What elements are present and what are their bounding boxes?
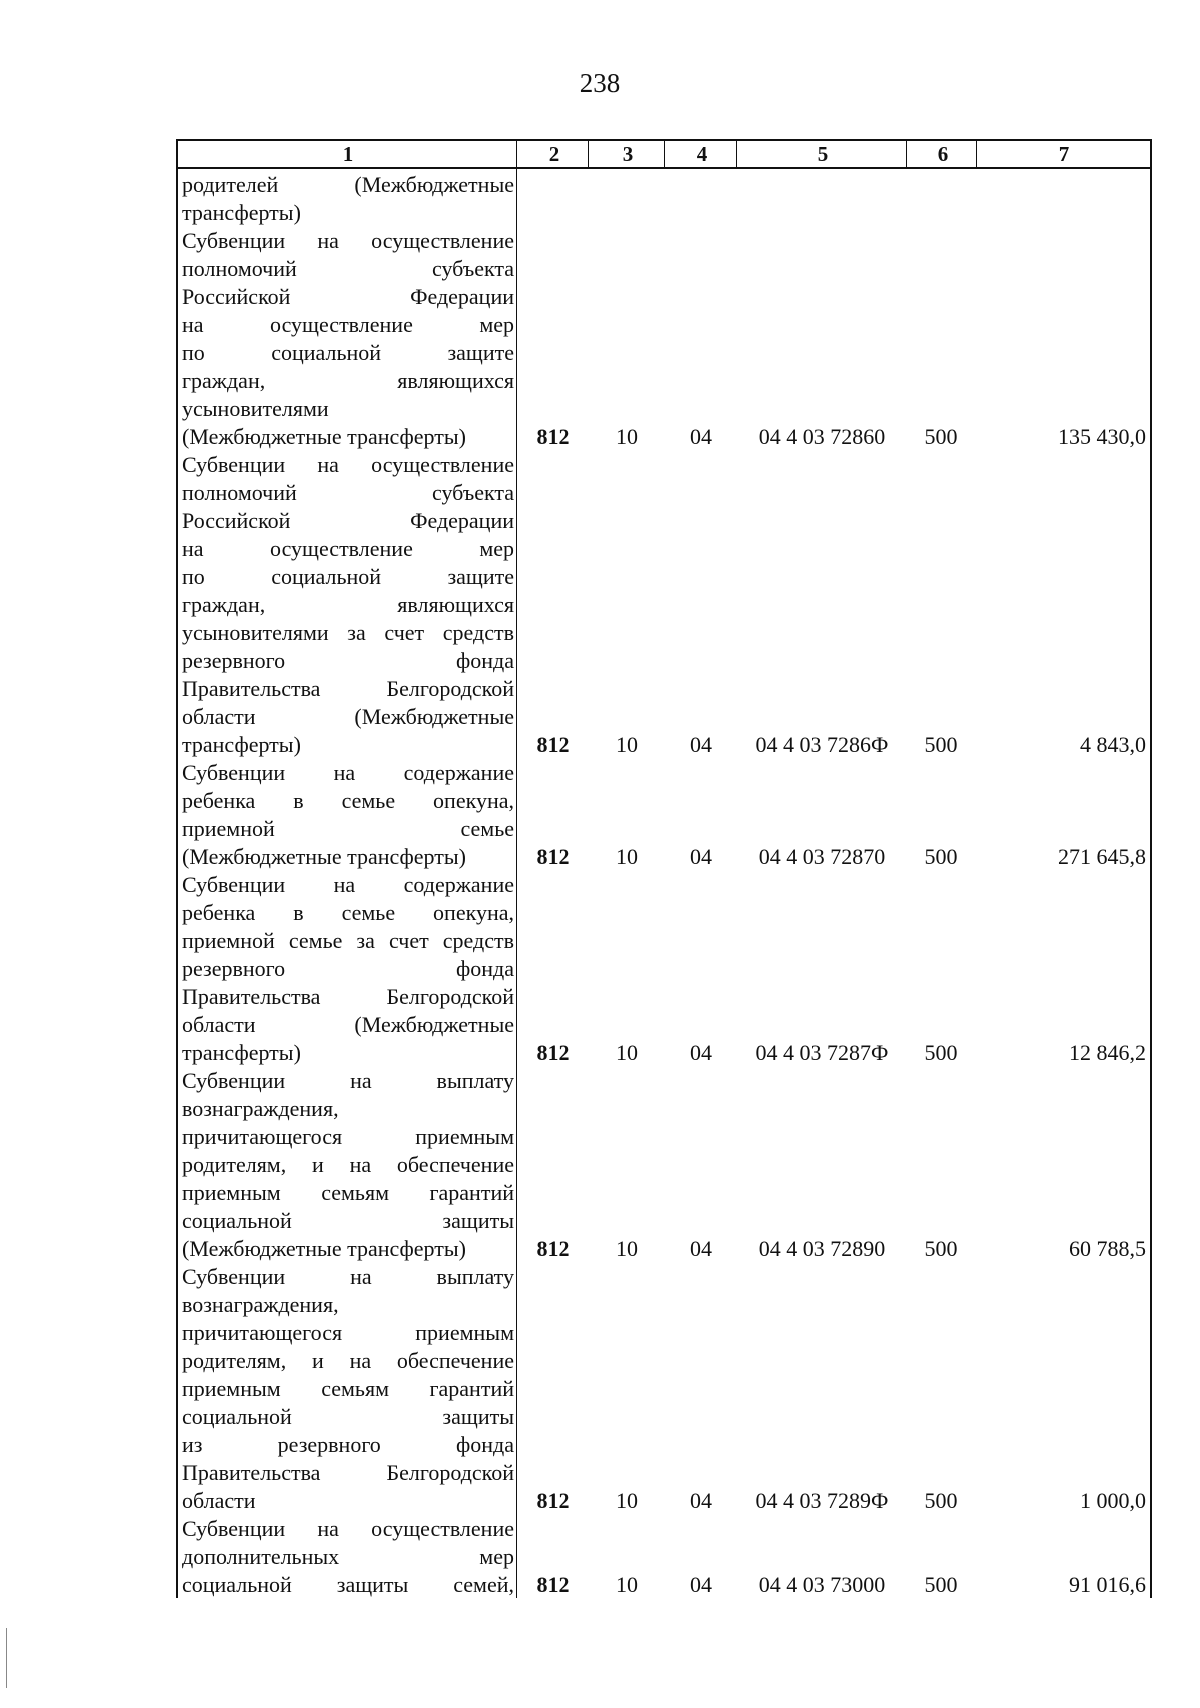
description-line: граждан, являющихся: [182, 592, 514, 617]
header-col-5: 5: [817, 142, 829, 166]
description-line: приемной семье за счет средств: [182, 928, 514, 953]
description-line: (Межбюджетные трансферты): [182, 1236, 466, 1261]
target-article-code: 04 4 03 72870: [758, 844, 886, 869]
table-header: [178, 139, 1150, 169]
amount: 4 843,0: [1080, 732, 1146, 757]
row-description: [182, 227, 514, 451]
section-code: 10: [616, 1488, 638, 1513]
row-description: [182, 451, 514, 759]
description-line: приемным семьям гарантий: [182, 1180, 514, 1205]
description-line: из резервного фонда: [182, 1432, 514, 1457]
header-divider: [976, 141, 977, 167]
description-line: вознаграждения,: [182, 1096, 339, 1121]
description-line: приемным семьям гарантий: [182, 1376, 514, 1401]
expense-type-code: 500: [924, 1040, 958, 1065]
ministry-code: 812: [536, 1236, 570, 1261]
description-line: Субвенции на осуществление: [182, 228, 514, 253]
row-description: [182, 171, 514, 227]
description-line: Субвенции на осуществление: [182, 1516, 514, 1541]
description-line: причитающегося приемным: [182, 1124, 514, 1149]
description-line: Российской Федерации: [182, 508, 514, 533]
expense-type-code: 500: [924, 1236, 958, 1261]
header-divider: [516, 141, 517, 167]
amount: 91 016,6: [1069, 1572, 1146, 1597]
amount: 1 000,0: [1080, 1488, 1146, 1513]
description-line: Субвенции на выплату: [182, 1264, 514, 1289]
header-col-6: 6: [937, 142, 949, 166]
description-line: причитающегося приемным: [182, 1320, 514, 1345]
target-article-code: 04 4 03 7286Ф: [755, 732, 889, 757]
description-line: по социальной защите: [182, 564, 514, 589]
description-line: дополнительных мер: [182, 1544, 514, 1569]
header-divider: [664, 141, 665, 167]
target-article-code: 04 4 03 7289Ф: [755, 1488, 889, 1513]
description-line: Российской Федерации: [182, 284, 514, 309]
description-line: родителей (Межбюджетные: [182, 172, 514, 197]
description-line: Правительства Белгородской: [182, 984, 514, 1009]
description-line: области: [182, 1488, 256, 1513]
row-description: [182, 871, 514, 1067]
section-code: 10: [616, 1572, 638, 1597]
ministry-code: 812: [536, 1488, 570, 1513]
section-code: 10: [616, 732, 638, 757]
subsection-code: 04: [690, 844, 712, 869]
description-line: ребенка в семье опекуна,: [182, 900, 514, 925]
description-line: усыновителями: [182, 396, 329, 421]
description-line: трансферты): [182, 1040, 301, 1065]
description-line: приемной семье: [182, 816, 514, 841]
description-line: Субвенции на содержание: [182, 760, 514, 785]
ministry-code: 812: [536, 844, 570, 869]
description-line: Правительства Белгородской: [182, 676, 514, 701]
description-line: граждан, являющихся: [182, 368, 514, 393]
description-line: Правительства Белгородской: [182, 1460, 514, 1485]
ministry-code: 812: [536, 1040, 570, 1065]
expense-type-code: 500: [924, 1572, 958, 1597]
amount: 60 788,5: [1069, 1236, 1146, 1261]
budget-table: [176, 139, 1152, 1598]
row-description: [182, 1263, 514, 1515]
amount: 271 645,8: [1058, 844, 1146, 869]
description-line: социальной защиты: [182, 1208, 514, 1233]
description-line: ребенка в семье опекуна,: [182, 788, 514, 813]
page-number: 238: [579, 68, 621, 98]
description-line: социальной защиты: [182, 1404, 514, 1429]
description-line: трансферты): [182, 732, 301, 757]
description-line: резервного фонда: [182, 648, 514, 673]
target-article-code: 04 4 03 73000: [758, 1572, 886, 1597]
ministry-code: 812: [536, 1572, 570, 1597]
description-line: социальной защиты семей,: [182, 1572, 514, 1597]
description-line: на осуществление мер: [182, 312, 514, 337]
section-code: 10: [616, 844, 638, 869]
section-code: 10: [616, 1040, 638, 1065]
expense-type-code: 500: [924, 1488, 958, 1513]
description-line: родителям, и на обеспечение: [182, 1348, 514, 1373]
header-divider: [906, 141, 907, 167]
row-description: [182, 1067, 514, 1263]
description-line: Субвенции на осуществление: [182, 452, 514, 477]
target-article-code: 04 4 03 72890: [758, 1236, 886, 1261]
description-line: вознаграждения,: [182, 1292, 339, 1317]
description-line: усыновителями за счет средств: [182, 620, 514, 645]
header-col-4: 4: [696, 142, 708, 166]
header-col-1: 1: [342, 142, 354, 166]
description-line: (Межбюджетные трансферты): [182, 844, 466, 869]
subsection-code: 04: [690, 1236, 712, 1261]
expense-type-code: 500: [924, 732, 958, 757]
section-code: 10: [616, 424, 638, 449]
description-line: резервного фонда: [182, 956, 514, 981]
header-col-3: 3: [622, 142, 634, 166]
header-divider: [736, 141, 737, 167]
scan-margin-mark: [6, 1628, 7, 1688]
subsection-code: 04: [690, 1572, 712, 1597]
description-line: по социальной защите: [182, 340, 514, 365]
description-line: Субвенции на содержание: [182, 872, 514, 897]
subsection-code: 04: [690, 1488, 712, 1513]
target-article-code: 04 4 03 72860: [758, 424, 886, 449]
description-line: Субвенции на выплату: [182, 1068, 514, 1093]
description-line: (Межбюджетные трансферты): [182, 424, 466, 449]
amount: 12 846,2: [1069, 1040, 1146, 1065]
ministry-code: 812: [536, 732, 570, 757]
header-divider: [588, 141, 589, 167]
subsection-code: 04: [690, 732, 712, 757]
header-col-2: 2: [548, 142, 560, 166]
header-col-7: 7: [1058, 142, 1070, 166]
ministry-code: 812: [536, 424, 570, 449]
description-line: полномочий субъекта: [182, 256, 514, 281]
section-code: 10: [616, 1236, 638, 1261]
subsection-code: 04: [690, 1040, 712, 1065]
expense-type-code: 500: [924, 424, 958, 449]
expense-type-code: 500: [924, 844, 958, 869]
subsection-code: 04: [690, 424, 712, 449]
target-article-code: 04 4 03 7287Ф: [755, 1040, 889, 1065]
description-line: полномочий субъекта: [182, 480, 514, 505]
row-description: [182, 759, 514, 871]
column-divider: [516, 169, 517, 1598]
row-description: [182, 1515, 514, 1599]
description-line: области (Межбюджетные: [182, 1012, 514, 1037]
description-line: на осуществление мер: [182, 536, 514, 561]
amount: 135 430,0: [1058, 424, 1146, 449]
description-line: трансферты): [182, 200, 301, 225]
description-line: области (Межбюджетные: [182, 704, 514, 729]
description-line: родителям, и на обеспечение: [182, 1152, 514, 1177]
